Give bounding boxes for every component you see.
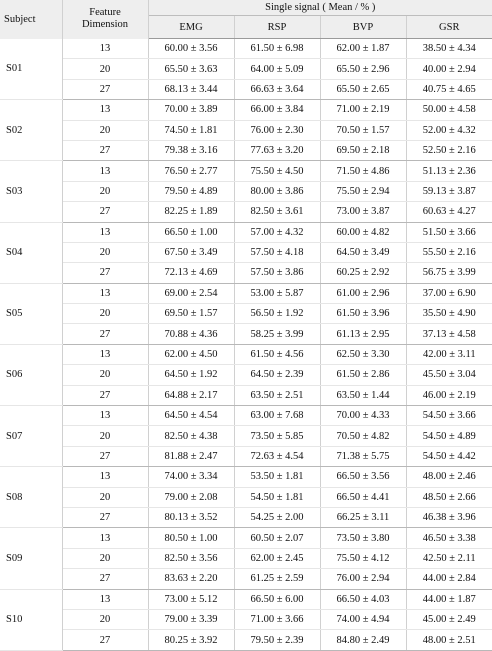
rsp-value-cell: 66.50 ± 6.00 <box>234 589 320 609</box>
bvp-value-cell: 60.25 ± 2.92 <box>320 263 406 283</box>
emg-value-cell: 69.50 ± 1.57 <box>148 304 234 324</box>
rsp-value-cell: 73.50 ± 5.85 <box>234 426 320 446</box>
bvp-value-cell: 66.25 ± 3.11 <box>320 507 406 527</box>
rsp-value-cell: 80.00 ± 3.86 <box>234 181 320 201</box>
subject-cell: S03 <box>0 161 62 222</box>
bvp-value-cell: 62.00 ± 1.87 <box>320 39 406 59</box>
emg-value-cell: 79.00 ± 3.39 <box>148 609 234 629</box>
rsp-value-cell: 79.50 ± 2.39 <box>234 630 320 650</box>
subject-cell: S09 <box>0 528 62 589</box>
emg-value-cell: 69.00 ± 2.54 <box>148 283 234 303</box>
feature-dimension-cell: 27 <box>62 202 148 222</box>
table-body <box>0 39 492 651</box>
subject-header: Subject <box>0 0 62 39</box>
table-row <box>0 548 492 568</box>
rsp-value-cell: 61.25 ± 2.59 <box>234 569 320 589</box>
rsp-value-cell: 63.00 ± 7.68 <box>234 406 320 426</box>
emg-value-cell: 79.38 ± 3.16 <box>148 140 234 160</box>
table-row <box>0 344 492 364</box>
feature-dimension-cell: 20 <box>62 181 148 201</box>
feature-dimension-cell: 27 <box>62 630 148 650</box>
subject-cell: S08 <box>0 467 62 528</box>
table-row <box>0 569 492 589</box>
emg-value-cell: 82.50 ± 4.38 <box>148 426 234 446</box>
gsr-value-cell: 42.50 ± 2.11 <box>406 548 492 568</box>
gsr-value-cell: 51.50 ± 3.66 <box>406 222 492 242</box>
emg-value-cell: 65.50 ± 3.63 <box>148 59 234 79</box>
rsp-value-cell: 60.50 ± 2.07 <box>234 528 320 548</box>
table-row <box>0 324 492 344</box>
bvp-value-cell: 60.00 ± 4.82 <box>320 222 406 242</box>
emg-value-cell: 79.00 ± 2.08 <box>148 487 234 507</box>
gsr-value-cell: 48.00 ± 2.46 <box>406 467 492 487</box>
rsp-value-cell: 56.50 ± 1.92 <box>234 304 320 324</box>
rsp-value-cell: 62.00 ± 2.45 <box>234 548 320 568</box>
emg-value-cell: 70.00 ± 3.89 <box>148 100 234 120</box>
rsp-value-cell: 53.00 ± 5.87 <box>234 283 320 303</box>
rsp-value-cell: 53.50 ± 1.81 <box>234 467 320 487</box>
table-row <box>0 100 492 120</box>
table-row <box>0 609 492 629</box>
gsr-value-cell: 46.50 ± 3.38 <box>406 528 492 548</box>
gsr-value-cell: 52.00 ± 4.32 <box>406 120 492 140</box>
emg-value-cell: 80.13 ± 3.52 <box>148 507 234 527</box>
feature-dimension-cell: 27 <box>62 324 148 344</box>
feature-dimension-cell: 20 <box>62 304 148 324</box>
emg-value-cell: 73.00 ± 5.12 <box>148 589 234 609</box>
rsp-value-cell: 54.25 ± 2.00 <box>234 507 320 527</box>
table-row <box>0 79 492 99</box>
bvp-value-cell: 74.00 ± 4.94 <box>320 609 406 629</box>
subject-cell: S06 <box>0 344 62 405</box>
table-row <box>0 487 492 507</box>
emg-value-cell: 79.50 ± 4.89 <box>148 181 234 201</box>
gsr-value-cell: 52.50 ± 2.16 <box>406 140 492 160</box>
emg-value-cell: 70.88 ± 4.36 <box>148 324 234 344</box>
gsr-value-cell: 48.00 ± 2.51 <box>406 630 492 650</box>
feature-dimension-cell: 20 <box>62 609 148 629</box>
table-row <box>0 446 492 466</box>
subject-cell: S10 <box>0 589 62 650</box>
gsr-value-cell: 40.75 ± 4.65 <box>406 79 492 99</box>
gsr-value-cell: 59.13 ± 3.87 <box>406 181 492 201</box>
table-row <box>0 39 492 59</box>
gsr-value-cell: 38.50 ± 4.34 <box>406 39 492 59</box>
bvp-value-cell: 66.50 ± 4.03 <box>320 589 406 609</box>
gsr-value-cell: 54.50 ± 4.42 <box>406 446 492 466</box>
emg-value-cell: 82.25 ± 1.89 <box>148 202 234 222</box>
bvp-value-cell: 70.50 ± 1.57 <box>320 120 406 140</box>
gsr-value-cell: 37.13 ± 4.58 <box>406 324 492 344</box>
bvp-value-cell: 84.80 ± 2.49 <box>320 630 406 650</box>
table-row <box>0 202 492 222</box>
emg-value-cell: 76.50 ± 2.77 <box>148 161 234 181</box>
emg-value-cell: 64.88 ± 2.17 <box>148 385 234 405</box>
bvp-value-cell: 71.50 ± 4.86 <box>320 161 406 181</box>
rsp-value-cell: 75.50 ± 4.50 <box>234 161 320 181</box>
table-row <box>0 467 492 487</box>
rsp-value-cell: 57.50 ± 3.86 <box>234 263 320 283</box>
feature-dimension-cell: 13 <box>62 467 148 487</box>
subject-cell: S04 <box>0 222 62 283</box>
table-row <box>0 120 492 140</box>
table-row <box>0 140 492 160</box>
gsr-value-cell: 56.75 ± 3.99 <box>406 263 492 283</box>
feature-dimension-cell: 13 <box>62 283 148 303</box>
emg-value-cell: 81.88 ± 2.47 <box>148 446 234 466</box>
bvp-value-cell: 61.00 ± 2.96 <box>320 283 406 303</box>
feature-dimension-cell: 20 <box>62 242 148 262</box>
table-row <box>0 630 492 650</box>
rsp-value-cell: 57.00 ± 4.32 <box>234 222 320 242</box>
column-header-emg: EMG <box>148 16 234 39</box>
table-row <box>0 589 492 609</box>
table-row <box>0 385 492 405</box>
feature-dimension-cell: 20 <box>62 548 148 568</box>
feature-dimension-cell: 20 <box>62 426 148 446</box>
rsp-value-cell: 82.50 ± 3.61 <box>234 202 320 222</box>
bvp-value-cell: 75.50 ± 4.12 <box>320 548 406 568</box>
table-row <box>0 528 492 548</box>
rsp-value-cell: 61.50 ± 4.56 <box>234 344 320 364</box>
gsr-value-cell: 45.50 ± 3.04 <box>406 365 492 385</box>
single-signal-header: Single signal ( Mean / % ) <box>148 0 492 16</box>
feature-dimension-cell: 13 <box>62 222 148 242</box>
emg-value-cell: 66.50 ± 1.00 <box>148 222 234 242</box>
rsp-value-cell: 76.00 ± 2.30 <box>234 120 320 140</box>
feature-dimension-cell: 13 <box>62 528 148 548</box>
rsp-value-cell: 58.25 ± 3.99 <box>234 324 320 344</box>
emg-value-cell: 82.50 ± 3.56 <box>148 548 234 568</box>
bvp-value-cell: 70.50 ± 4.82 <box>320 426 406 446</box>
gsr-value-cell: 55.50 ± 2.16 <box>406 242 492 262</box>
emg-value-cell: 80.50 ± 1.00 <box>148 528 234 548</box>
gsr-value-cell: 46.38 ± 3.96 <box>406 507 492 527</box>
feature-dimension-cell: 13 <box>62 100 148 120</box>
table-row <box>0 406 492 426</box>
emg-value-cell: 74.50 ± 1.81 <box>148 120 234 140</box>
subject-cell: S02 <box>0 100 62 161</box>
rsp-value-cell: 66.63 ± 3.64 <box>234 79 320 99</box>
rsp-value-cell: 54.50 ± 1.81 <box>234 487 320 507</box>
bvp-value-cell: 61.50 ± 2.86 <box>320 365 406 385</box>
table-row <box>0 283 492 303</box>
feature-dimension-cell: 20 <box>62 59 148 79</box>
table-row <box>0 181 492 201</box>
feature-dimension-header: Feature Dimension <box>62 0 148 39</box>
table-row <box>0 426 492 446</box>
emg-value-cell: 83.63 ± 2.20 <box>148 569 234 589</box>
bvp-value-cell: 73.50 ± 3.80 <box>320 528 406 548</box>
rsp-value-cell: 71.00 ± 3.66 <box>234 609 320 629</box>
emg-value-cell: 60.00 ± 3.56 <box>148 39 234 59</box>
column-header-bvp: BVP <box>320 16 406 39</box>
gsr-value-cell: 51.13 ± 2.36 <box>406 161 492 181</box>
rsp-value-cell: 77.63 ± 3.20 <box>234 140 320 160</box>
gsr-value-cell: 48.50 ± 2.66 <box>406 487 492 507</box>
emg-value-cell: 62.00 ± 4.50 <box>148 344 234 364</box>
gsr-value-cell: 54.50 ± 3.66 <box>406 406 492 426</box>
bvp-value-cell: 61.13 ± 2.95 <box>320 324 406 344</box>
emg-value-cell: 68.13 ± 3.44 <box>148 79 234 99</box>
table-row <box>0 507 492 527</box>
table-row <box>0 263 492 283</box>
bvp-value-cell: 73.00 ± 3.87 <box>320 202 406 222</box>
gsr-value-cell: 42.00 ± 3.11 <box>406 344 492 364</box>
feature-dimension-cell: 13 <box>62 39 148 59</box>
bvp-value-cell: 65.50 ± 2.96 <box>320 59 406 79</box>
bvp-value-cell: 70.00 ± 4.33 <box>320 406 406 426</box>
bvp-value-cell: 69.50 ± 2.18 <box>320 140 406 160</box>
feature-dimension-cell: 27 <box>62 385 148 405</box>
gsr-value-cell: 54.50 ± 4.89 <box>406 426 492 446</box>
table-row <box>0 161 492 181</box>
bvp-value-cell: 71.00 ± 2.19 <box>320 100 406 120</box>
gsr-value-cell: 37.00 ± 6.90 <box>406 283 492 303</box>
feature-dimension-cell: 27 <box>62 569 148 589</box>
emg-value-cell: 74.00 ± 3.34 <box>148 467 234 487</box>
rsp-value-cell: 57.50 ± 4.18 <box>234 242 320 262</box>
emg-value-cell: 64.50 ± 1.92 <box>148 365 234 385</box>
bvp-value-cell: 66.50 ± 3.56 <box>320 467 406 487</box>
gsr-value-cell: 45.00 ± 2.49 <box>406 609 492 629</box>
bvp-value-cell: 64.50 ± 3.49 <box>320 242 406 262</box>
table-row <box>0 222 492 242</box>
feature-dimension-cell: 13 <box>62 406 148 426</box>
emg-value-cell: 72.13 ± 4.69 <box>148 263 234 283</box>
feature-dimension-cell: 27 <box>62 79 148 99</box>
bvp-value-cell: 71.38 ± 5.75 <box>320 446 406 466</box>
feature-dimension-cell: 13 <box>62 589 148 609</box>
table-row <box>0 59 492 79</box>
gsr-value-cell: 60.63 ± 4.27 <box>406 202 492 222</box>
feature-dimension-cell: 27 <box>62 263 148 283</box>
feature-dimension-cell: 27 <box>62 140 148 160</box>
feature-dimension-cell: 27 <box>62 446 148 466</box>
rsp-value-cell: 64.00 ± 5.09 <box>234 59 320 79</box>
gsr-value-cell: 50.00 ± 4.58 <box>406 100 492 120</box>
emg-value-cell: 67.50 ± 3.49 <box>148 242 234 262</box>
bvp-value-cell: 63.50 ± 1.44 <box>320 385 406 405</box>
emg-value-cell: 64.50 ± 4.54 <box>148 406 234 426</box>
bvp-value-cell: 66.50 ± 4.41 <box>320 487 406 507</box>
table-header <box>0 0 492 39</box>
bvp-value-cell: 75.50 ± 2.94 <box>320 181 406 201</box>
gsr-value-cell: 44.00 ± 1.87 <box>406 589 492 609</box>
gsr-value-cell: 35.50 ± 4.90 <box>406 304 492 324</box>
column-header-gsr: GSR <box>406 16 492 39</box>
feature-dimension-cell: 13 <box>62 344 148 364</box>
feature-dimension-cell: 13 <box>62 161 148 181</box>
table-row <box>0 365 492 385</box>
gsr-value-cell: 44.00 ± 2.84 <box>406 569 492 589</box>
bvp-value-cell: 65.50 ± 2.65 <box>320 79 406 99</box>
subject-cell: S05 <box>0 283 62 344</box>
gsr-value-cell: 46.00 ± 2.19 <box>406 385 492 405</box>
bvp-value-cell: 61.50 ± 3.96 <box>320 304 406 324</box>
subject-cell: S01 <box>0 39 62 100</box>
rsp-value-cell: 72.63 ± 4.54 <box>234 446 320 466</box>
subject-cell: S07 <box>0 406 62 467</box>
table-row <box>0 304 492 324</box>
feature-dimension-cell: 20 <box>62 487 148 507</box>
bvp-value-cell: 76.00 ± 2.94 <box>320 569 406 589</box>
table-row <box>0 242 492 262</box>
feature-dimension-cell: 27 <box>62 507 148 527</box>
rsp-value-cell: 64.50 ± 2.39 <box>234 365 320 385</box>
feature-dimension-cell: 20 <box>62 120 148 140</box>
rsp-value-cell: 66.00 ± 3.84 <box>234 100 320 120</box>
rsp-value-cell: 61.50 ± 6.98 <box>234 39 320 59</box>
feature-dimension-cell: 20 <box>62 365 148 385</box>
rsp-value-cell: 63.50 ± 2.51 <box>234 385 320 405</box>
gsr-value-cell: 40.00 ± 2.94 <box>406 59 492 79</box>
emg-value-cell: 80.25 ± 3.92 <box>148 630 234 650</box>
column-header-rsp: RSP <box>234 16 320 39</box>
bvp-value-cell: 62.50 ± 3.30 <box>320 344 406 364</box>
